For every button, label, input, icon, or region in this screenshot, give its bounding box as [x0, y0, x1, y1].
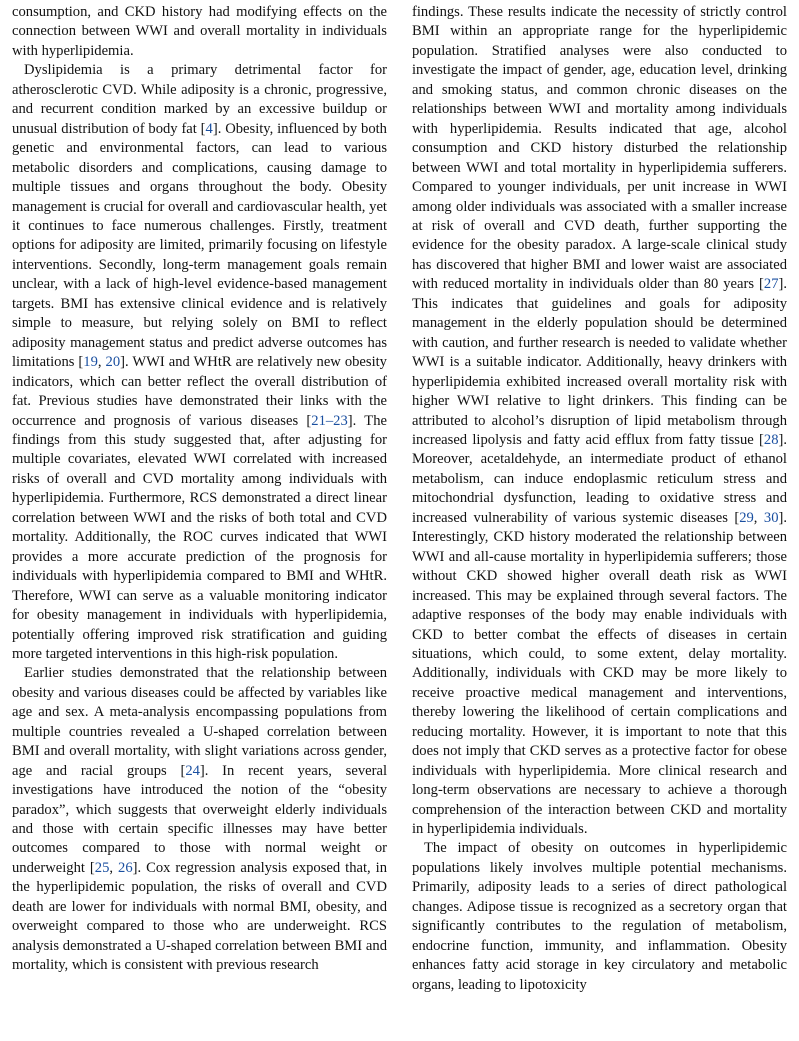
citation-link[interactable]: 30: [763, 509, 779, 526]
paragraph-text: ]. The findings from this study suggested that, after adjusting for multiple covariates, elevated WWI correlated with increased risks of overall and CVD mortality among individuals with hyperlipidemia. Furthermore, RCS demonstrated a direct linear correlation between WWI and the risks of both total and CVD mortality. Additionally, the ROC curves indicated that WWI provides a more accurate prediction of the prognosis for individuals with hyperlipidemia compared to BMI and WHtR. Therefore, WWI can serve as a valuable monitoring indicator for obesity management in individuals with hyperlipidemia, potentially offering improved risk stratification and guiding more targeted interventions in this high-risk population.: [12, 412, 387, 662]
paragraph-text: ]. Cox regression analysis exposed that, in the hyperlipidemic population, the risks of overall and CVD death are lower for individuals with normal BMI, obesity, and overweight compared to those who are underweight. RCS analysis demonstrated a U-shaped correlation between BMI and mortality, which is consistent with previous research: [12, 859, 387, 974]
paragraph-text: ,: [109, 859, 119, 876]
citation-link[interactable]: 21–23: [311, 412, 348, 429]
paragraph-text: Dyslipidemia is a primary detrimental factor for atherosclerotic CVD. While adiposity is a chronic, progressive, and recurrent condition marked by an excessive buildup or unusual distribution of body fat [: [12, 62, 387, 137]
right-column: [412, 3, 787, 1041]
citation-link[interactable]: 24: [185, 762, 200, 779]
citation-link[interactable]: 19: [83, 354, 98, 371]
paragraph-text: ,: [753, 509, 764, 526]
paragraph-text: ]. Moreover, acetaldehyde, an intermediate product of ethanol metabolism, can induce endoplasmic reticulum stress and mitochondrial dysfunction, leading to oxidative stress and increased vulnerability of various systemic diseases [: [412, 431, 787, 526]
paragraph-text: Earlier studies demonstrated that the relationship between obesity and various diseases could be affected by variables like age and sex. A meta-analysis encompassing populations from multiple countries revealed a U-shaped correlation between BMI and overall mortality, with slight variations across gender, age and racial groups [: [12, 665, 387, 779]
body-paragraph: [12, 3, 387, 61]
citation-link[interactable]: 25: [94, 859, 110, 876]
paragraph-text: ,: [97, 354, 106, 371]
body-paragraph: [12, 664, 387, 975]
citation-link[interactable]: 4: [205, 120, 213, 137]
paragraph-text: findings. These results indicate the necessity of strictly control BMI within an appropriate range for the hyperlipidemic population. Stratified analyses were also conducted to investigate the impact of gender, age, education level, drinking and smoking status, and common chronic diseases on the relationships between WWI and mortality among individuals with hyperlipidemia. Results indicated that age, alcohol consumption and CKD history disturbed the relationship between WWI and total mortality in hyperlipidemia sufferers. Compared to younger individuals, per unit increase in WWI among older individuals was associated with a smaller increase at risk of overall and CVD death, further supporting the evidence for the obesity paradox. A large-scale clinical study has discovered that higher BMI and lower waist are associated with reduced mortality in individuals older than 80 years [: [412, 4, 787, 293]
citation-link[interactable]: 26: [118, 859, 133, 876]
citation-link[interactable]: 29: [739, 509, 754, 526]
paragraph-text: ]. WWI and WHtR are relatively new obesity indicators, which can better reflect the overall distribution of fat. Previous studies have demonstrated their links with the occurrence and prognosis of various diseases [: [12, 354, 387, 429]
body-paragraph: [412, 3, 787, 839]
paragraph-text: ]. Obesity, influenced by both genetic and environmental factors, can lead to various metabolic disorders and complications, causing damage to multiple tissues and organs throughout the body. Obesity management is crucial for overall and cardiovascular health, yet it continues to face numerous challenges. Firstly, treatment options for adiposity are limited, primarily focusing on lifestyle interventions. Secondly, long-term management goals remain unclear, with a lack of high-level evidence-based management targets. BMI has extensive clinical evidence and is relatively simple to measure, but relying solely on BMI to reflect adiposity management status and predict adverse outcomes has limitations [: [12, 120, 387, 371]
citation-link[interactable]: 20: [105, 354, 121, 371]
paragraph-text: The impact of obesity on outcomes in hyperlipidemic populations likely involves multiple potential mechanisms. Primarily, adiposity leads to a series of direct pathological changes. Adipose tissue is recognized as a secretory organ that significantly contributes to the regulation of metabolism, endocrine function, immunity, and inflammation. Obesity enhances fatty acid storage in key circulatory and metabolic organs, leading to lipotoxicity: [412, 840, 787, 993]
body-paragraph: [412, 839, 787, 995]
citation-link[interactable]: 27: [763, 276, 779, 293]
paragraph-text: ]. Interestingly, CKD history moderated the relationship between WWI and all-cause mortality in hyperlipidemia sufferers; those without CKD showed higher overall death risk as WWI increased. This may be explained through several factors. The adaptive responses of the body may enable individuals with CKD to better combat the effects of diseases in certain situations, which could, to some extent, delay mortality. Additionally, individuals with CKD may be more likely to receive proactive medical management and interventions, thereby lowering the likelihood of certain complications and reducing mortality. However, it is important to note that this does not imply that CKD serves as a protective factor for obese individuals with hyperlipidemia. More clinical research and long-term observations are necessary to achieve a thorough comprehension of the interaction between CKD and mortality in hyperlipidemia individuals.: [412, 509, 787, 838]
paragraph-text: ]. This indicates that guidelines and goals for adiposity management in the elderly population should be determined with caution, and further research is needed to validate whether WWI is a suitable indicator. Additionally, heavy drinkers with hyperlipidemia exhibited increased overall mortality risk with higher WWI relative to light drinkers. This finding can be attributed to alcohol’s disruption of lipid metabolism through increased lipolysis and fatty acid efflux from fatty tissue [: [412, 276, 787, 448]
citation-link[interactable]: 28: [763, 431, 779, 448]
left-column: [12, 3, 387, 1041]
body-paragraph: [12, 61, 387, 664]
paragraph-text: ]. In recent years, several investigations have introduced the notion of the “obesity paradox”, which suggests that overweight elderly individuals and those with certain specific illnesses may have better outcomes compared to those with normal weight or underweight [: [12, 762, 388, 876]
paragraph-text: consumption, and CKD history had modifying effects on the connection between WWI and overall mortality in individuals with hyperlipidemia.: [12, 4, 387, 59]
